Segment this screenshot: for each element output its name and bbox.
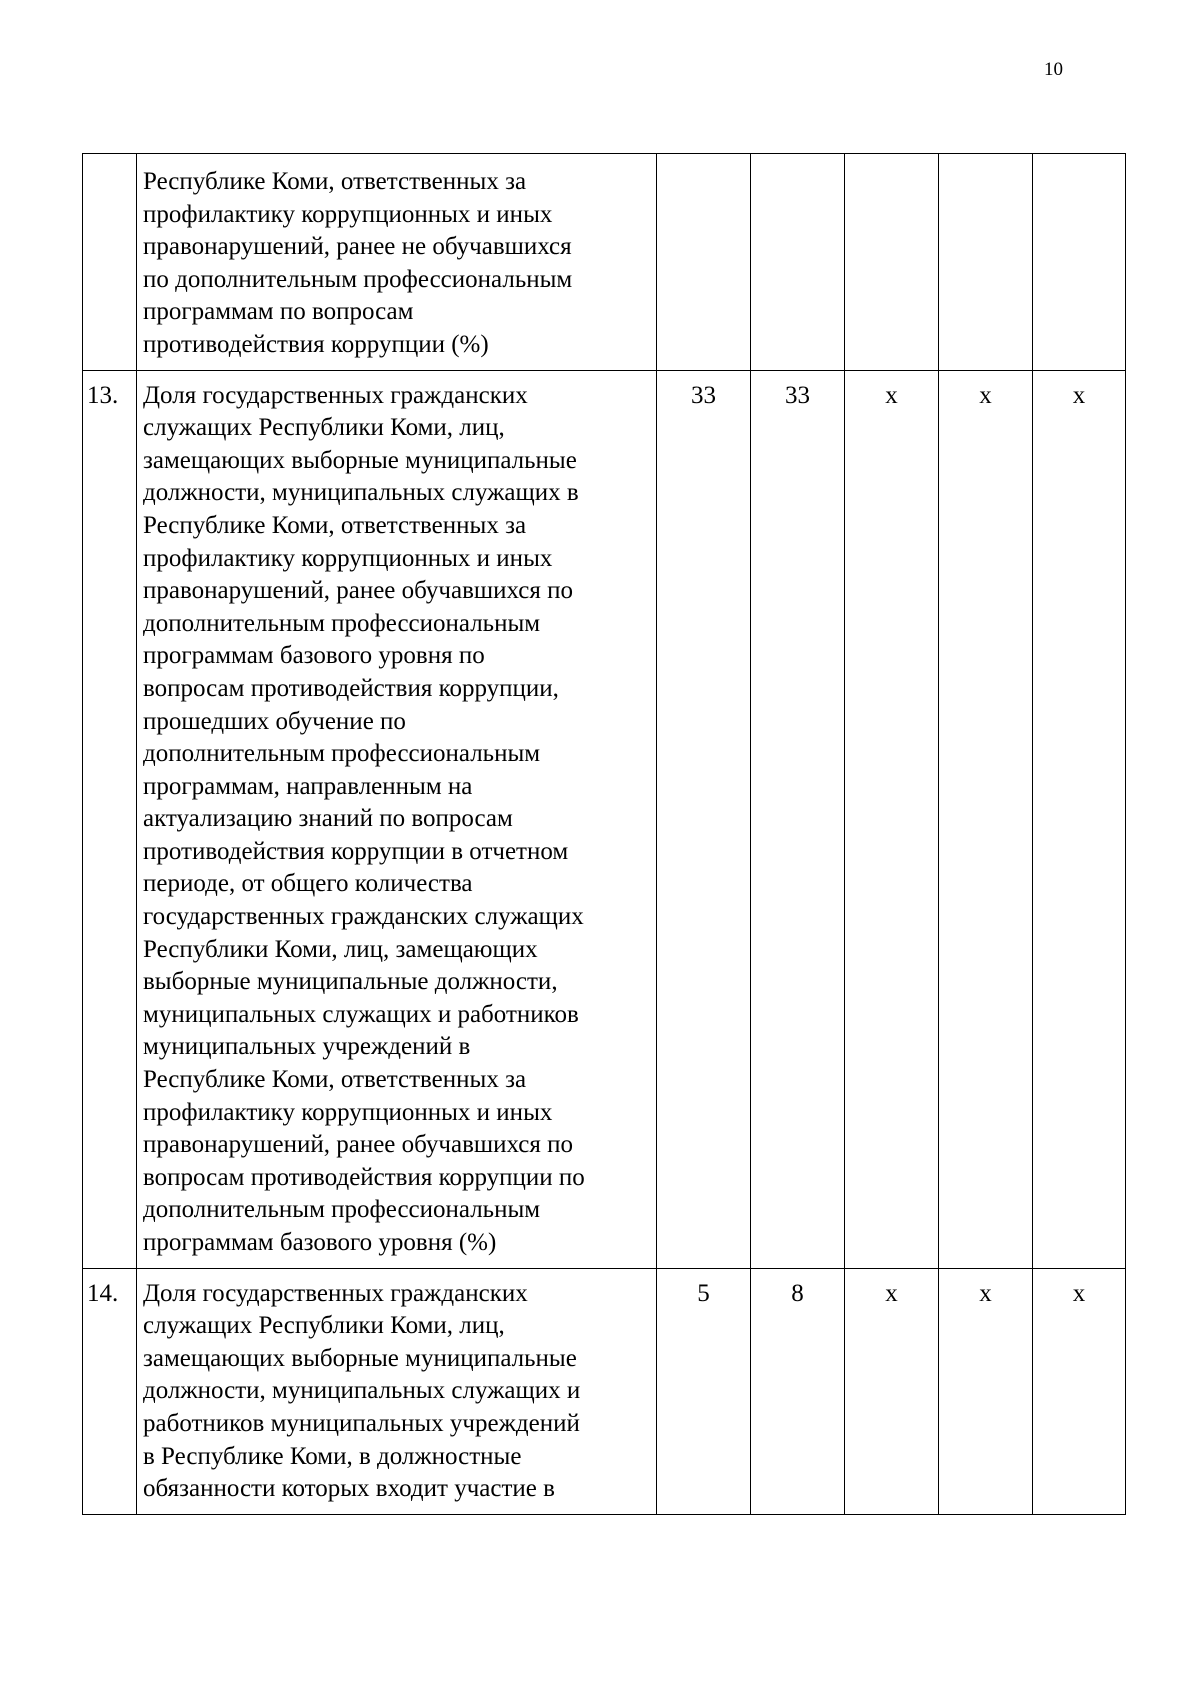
- value-cell: 8: [751, 1268, 845, 1514]
- description-line: актуализацию знаний по вопросам: [143, 805, 513, 833]
- table-row: [83, 1268, 1126, 1514]
- description-line: муниципальных служащих и работников: [143, 1000, 579, 1028]
- value-cell: [751, 154, 845, 371]
- description-line: профилактику коррупционных и иных: [143, 200, 553, 228]
- description-line: работников муниципальных учреждений: [143, 1409, 580, 1437]
- description-line: противодействия коррупции (%): [143, 330, 489, 358]
- description-line: дополнительным профессиональным: [143, 609, 541, 637]
- description-line: программам базового уровня (%): [143, 1229, 497, 1256]
- description-line: периоде, от общего количества: [143, 870, 473, 898]
- description-line: замещающих выборные муниципальные: [143, 1344, 577, 1372]
- description-line: служащих Республики Коми, лиц,: [143, 1312, 505, 1340]
- description-line: Доля государственных гражданских: [143, 381, 528, 409]
- description-line: по дополнительным профессиональным: [143, 265, 573, 293]
- value-cell: [845, 154, 939, 371]
- row-number: 13.: [83, 370, 137, 1268]
- description-line: профилактику коррупционных и иных: [143, 544, 553, 572]
- description-line: программам базового уровня по: [143, 642, 485, 670]
- value-cell: x: [1033, 370, 1126, 1268]
- value-cell: 33: [657, 370, 751, 1268]
- description-line: Республике Коми, ответственных за: [143, 168, 527, 195]
- indicators-table: [82, 153, 1126, 1515]
- description-line: противодействия коррупции в отчетном: [143, 837, 569, 865]
- description-line: должности, муниципальных служащих и: [143, 1377, 581, 1405]
- indicator-description: [137, 370, 657, 1268]
- description-line: служащих Республики Коми, лиц,: [143, 414, 505, 442]
- description-line: выборные муниципальные должности,: [143, 968, 558, 996]
- description-line: в Республике Коми, в должностные: [143, 1442, 522, 1470]
- description-line: государственных гражданских служащих: [143, 903, 584, 931]
- description-line: дополнительным профессиональным: [143, 1196, 541, 1224]
- description-line: обязанности которых входит участие в: [143, 1475, 555, 1503]
- value-cell: [657, 154, 751, 371]
- description-line: замещающих выборные муниципальные: [143, 446, 577, 474]
- description-line: Республике Коми, ответственных за: [143, 511, 527, 539]
- value-cell: x: [939, 370, 1033, 1268]
- value-cell: [939, 154, 1033, 371]
- description-line: вопросам противодействия коррупции,: [143, 674, 559, 702]
- description-line: правонарушений, ранее обучавшихся по: [143, 577, 574, 605]
- description-line: профилактику коррупционных и иных: [143, 1098, 553, 1126]
- row-number: 14.: [83, 1268, 137, 1514]
- description-line: программам, направленным на: [143, 772, 473, 800]
- description-line: дополнительным профессиональным: [143, 740, 541, 768]
- value-cell: x: [939, 1268, 1033, 1514]
- row-number: [83, 154, 137, 371]
- description-line: правонарушений, ранее не обучавшихся: [143, 233, 572, 261]
- description-line: должности, муниципальных служащих в: [143, 479, 579, 507]
- description-line: вопросам противодействия коррупции по: [143, 1163, 585, 1191]
- value-cell: 33: [751, 370, 845, 1268]
- table-row: [83, 370, 1126, 1268]
- indicator-description: [137, 1268, 657, 1514]
- value-cell: x: [1033, 1268, 1126, 1514]
- description-line: муниципальных учреждений в: [143, 1033, 471, 1061]
- value-cell: [1033, 154, 1126, 371]
- value-cell: x: [845, 1268, 939, 1514]
- table-row: [83, 154, 1126, 371]
- description-line: правонарушений, ранее обучавшихся по: [143, 1131, 574, 1159]
- description-line: программам по вопросам: [143, 298, 414, 326]
- description-line: прошедших обучение по: [143, 707, 406, 735]
- description-line: Республики Коми, лиц, замещающих: [143, 935, 538, 963]
- value-cell: x: [845, 370, 939, 1268]
- indicator-description: [137, 154, 657, 371]
- value-cell: 5: [657, 1268, 751, 1514]
- description-line: Республике Коми, ответственных за: [143, 1066, 527, 1094]
- description-line: Доля государственных гражданских: [143, 1279, 528, 1307]
- page-number: 10: [1044, 59, 1063, 80]
